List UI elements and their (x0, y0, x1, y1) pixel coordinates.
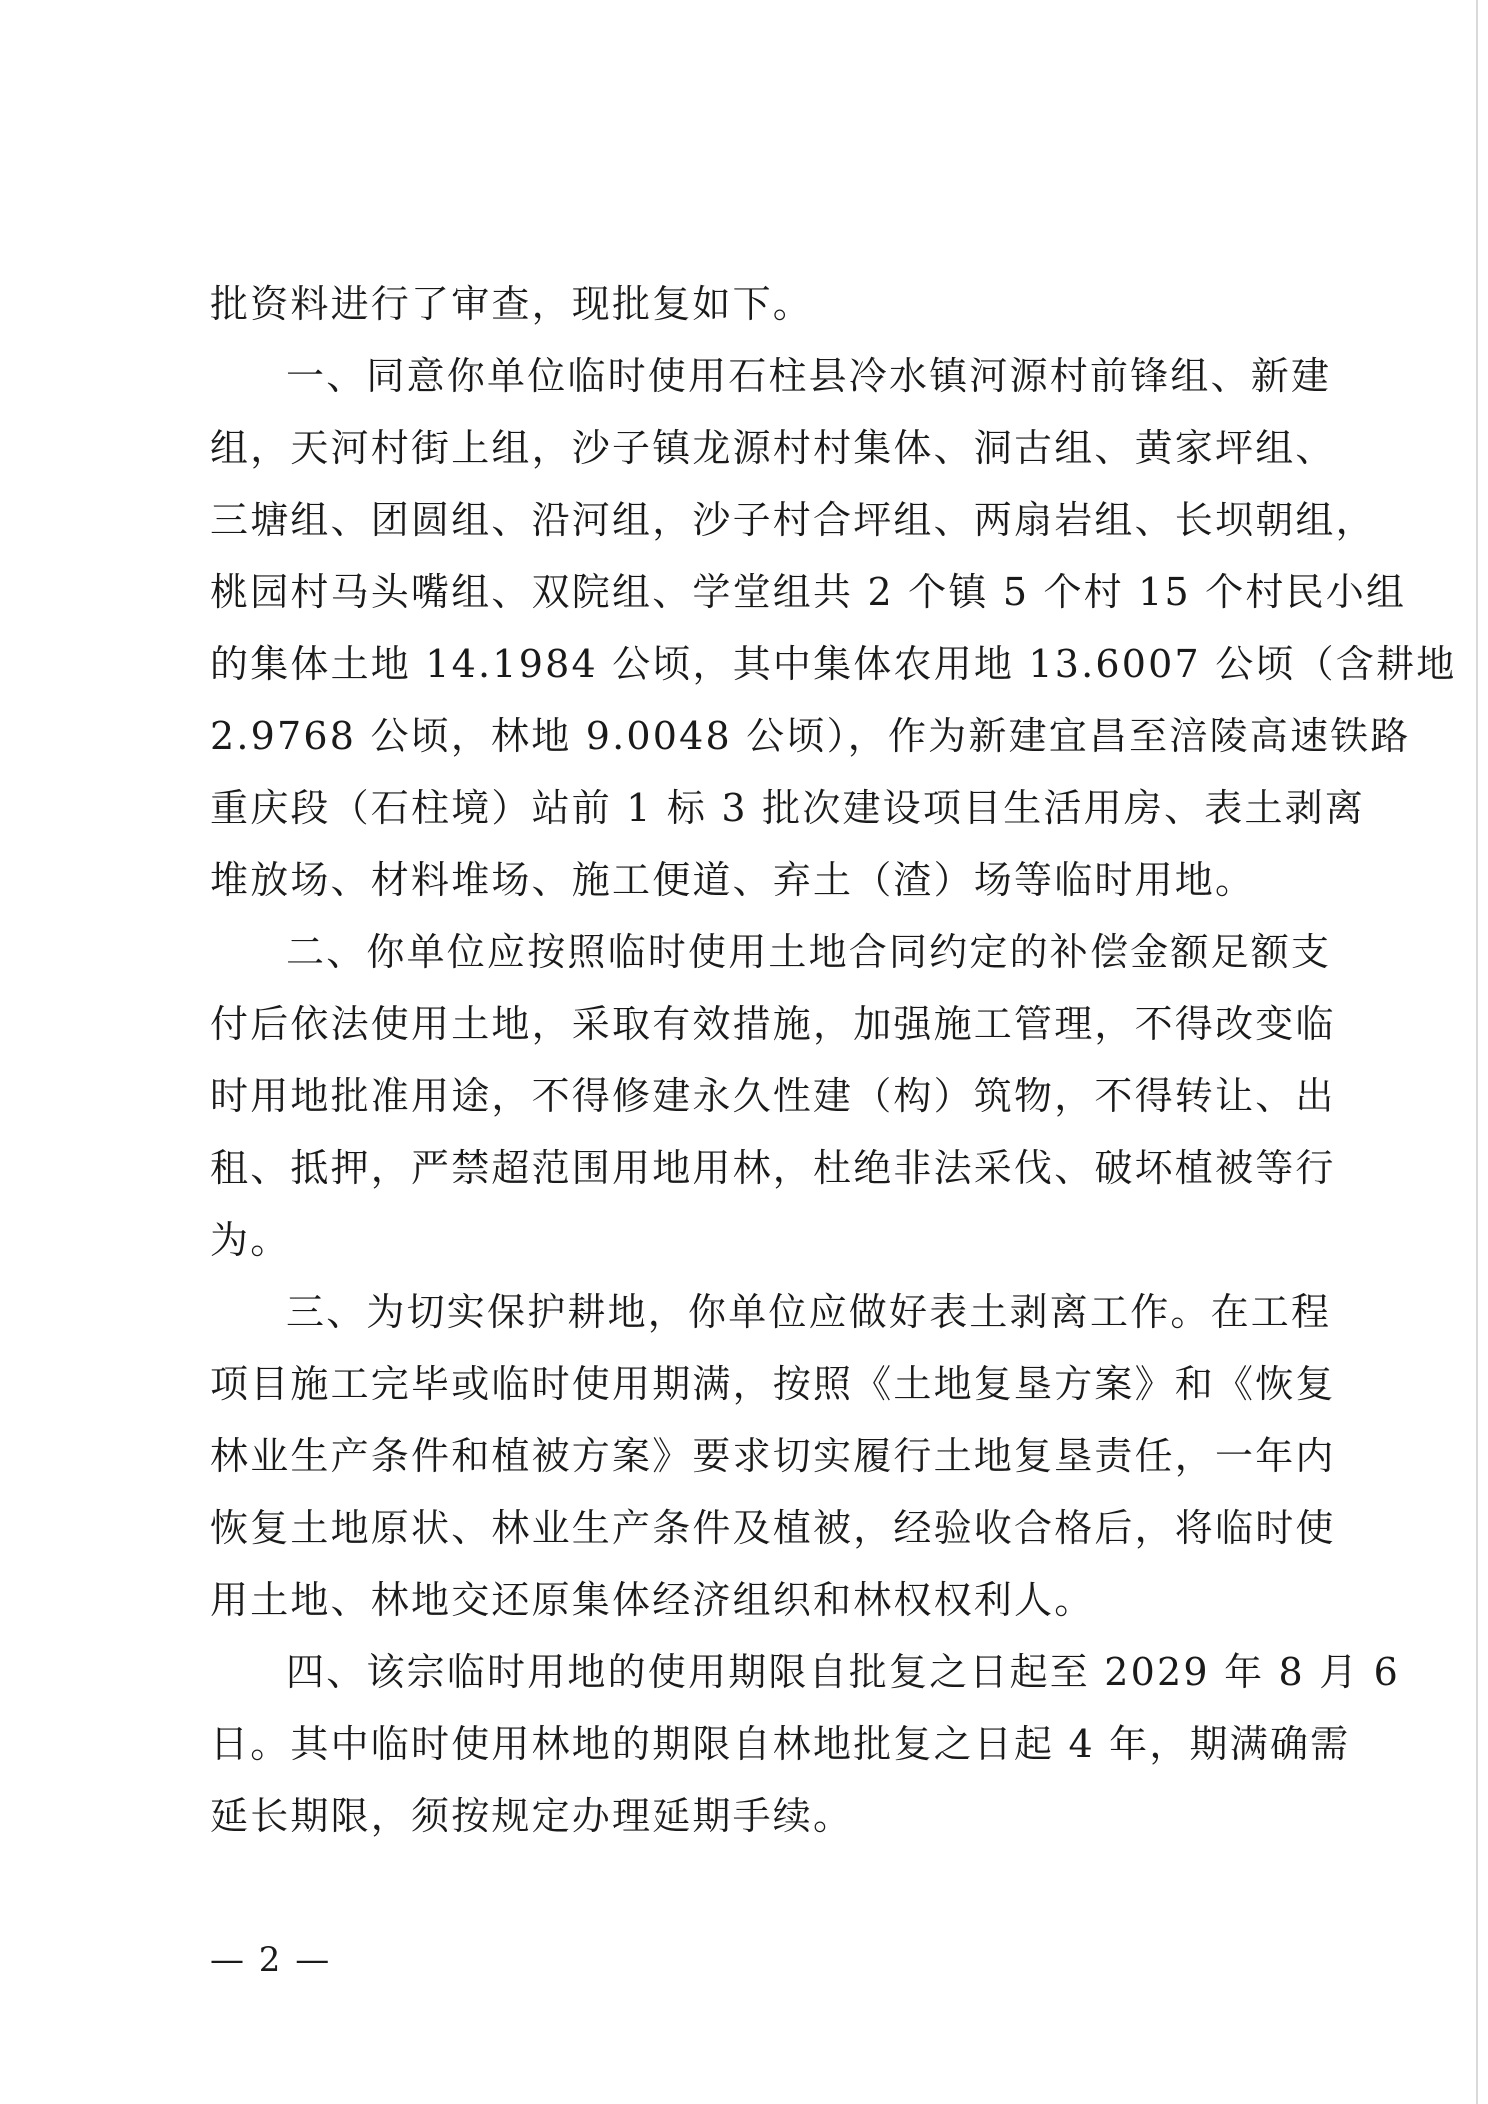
paragraph-4-start: 四、该宗临时用地的使用期限自批复之日起至 2029 年 8 月 6 (286, 1650, 1401, 1694)
text-line: 延长期限，须按规定办理延期手续。 (210, 1794, 854, 1838)
text-line: 用土地、林地交还原集体经济组织和林权权利人。 (210, 1578, 1095, 1622)
text-line: 三塘组、团圆组、沿河组，沙子村合坪组、两扇岩组、长坝朝组， (210, 498, 1376, 542)
paragraph-2-start: 二、你单位应按照临时使用土地合同约定的补偿金额足额支 (286, 930, 1332, 974)
text-line: 恢复土地原状、林业生产条件及植被，经验收合格后，将临时使 (210, 1506, 1336, 1550)
text-line: 林业生产条件和植被方案》要求切实履行土地复垦责任，一年内 (210, 1434, 1336, 1478)
text-line: 为。 (210, 1218, 291, 1262)
document-body (210, 268, 1457, 1852)
text-line: 租、抵押，严禁超范围用地用林，杜绝非法采伐、破坏植被等行 (210, 1146, 1336, 1190)
page-edge-line (1476, 0, 1478, 2104)
paragraph-3-start: 三、为切实保护耕地，你单位应做好表土剥离工作。在工程 (286, 1290, 1332, 1334)
text-line: 重庆段（石柱境）站前 1 标 3 批次建设项目生活用房、表土剥离 (210, 786, 1366, 830)
text-line: 组，天河村街上组，沙子镇龙源村村集体、洞古组、黄家坪组、 (210, 426, 1336, 470)
text-line: 堆放场、材料堆场、施工便道、弃土（渣）场等临时用地。 (210, 858, 1256, 902)
text-line: 2.9768 公顷，林地 9.0048 公顷），作为新建宜昌至涪陵高速铁路 (210, 714, 1411, 758)
text-line: 批资料进行了审查，现批复如下。 (210, 282, 814, 326)
text-line: 日。其中临时使用林地的期限自林地批复之日起 4 年，期满确需 (210, 1722, 1351, 1766)
text-line: 的集体土地 14.1984 公顷，其中集体农用地 13.6007 公顷（含耕地 (210, 642, 1457, 686)
paragraph-1-start: 一、同意你单位临时使用石柱县冷水镇河源村前锋组、新建 (286, 354, 1332, 398)
page-number: — 2 — (210, 1940, 332, 1980)
text-line: 付后依法使用土地，采取有效措施，加强施工管理，不得改变临 (210, 1002, 1336, 1046)
text-line: 时用地批准用途，不得修建永久性建（构）筑物，不得转让、出 (210, 1074, 1336, 1118)
text-line: 桃园村马头嘴组、双院组、学堂组共 2 个镇 5 个村 15 个村民小组 (210, 570, 1407, 614)
text-line: 项目施工完毕或临时使用期满，按照《土地复垦方案》和《恢复 (210, 1362, 1336, 1406)
